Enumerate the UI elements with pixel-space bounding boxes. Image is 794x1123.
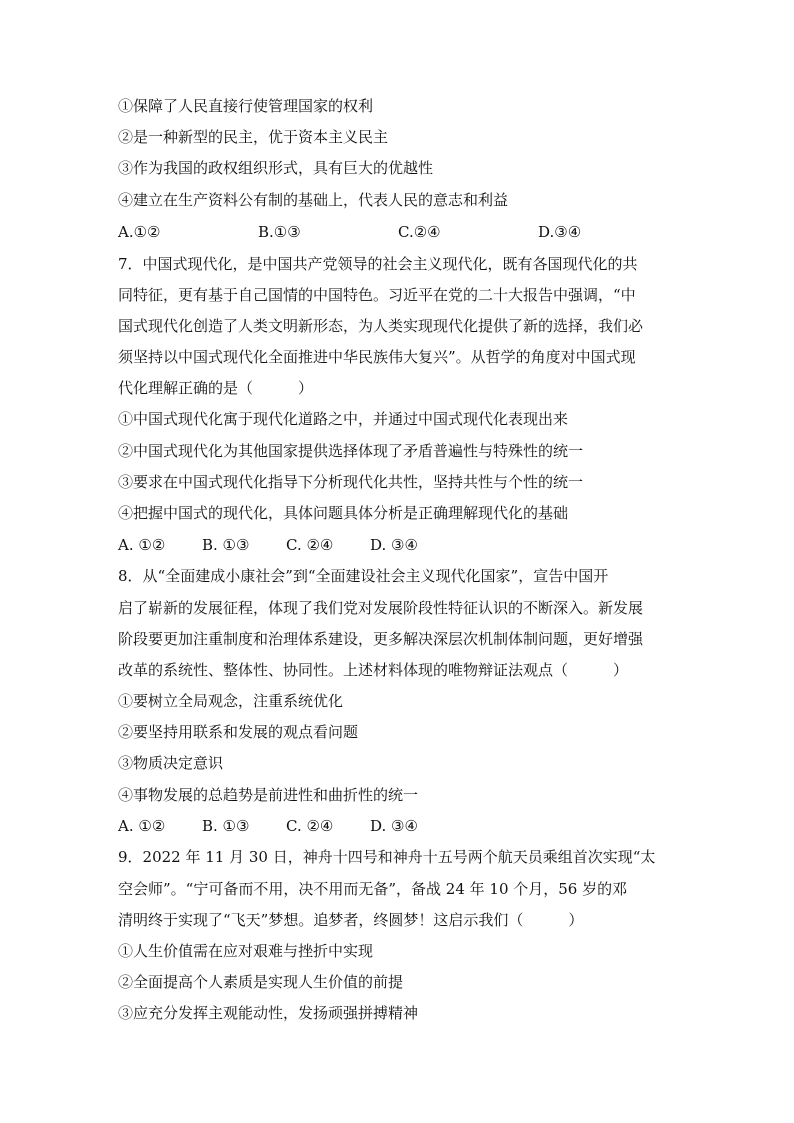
- q6-option-3: ③作为我国的政权组织形式，具有巨大的优越性: [118, 159, 434, 177]
- q7-choice-c: C. ②④: [286, 536, 334, 554]
- q8-stem-line-4: 改革的系统性、整体性、协同性。上述材料体现的唯物辩证法观点（ ）: [118, 661, 629, 679]
- q7-stem-line-4: 须坚持以中国式现代化全面推进中华民族伟大复兴”。从哲学的角度对中国式现: [118, 348, 636, 366]
- q7-stem-line-2: 同特征，更有基于自己国情的中国特色。习近平在党的二十大报告中强调，“中: [118, 286, 636, 304]
- q8-choice-b: B. ①③: [202, 817, 250, 835]
- q9-option-3: ③应充分发挥主观能动性，发扬顽强拼搏精神: [118, 1004, 419, 1022]
- q7-option-2: ②中国式现代化为其他国家提供选择体现了矛盾普遍性与特殊性的统一: [118, 442, 584, 460]
- q8-choice-a: A. ①②: [118, 817, 166, 835]
- q6-choice-b: B.①③: [258, 223, 301, 241]
- q6-option-1: ①保障了人民直接行使管理国家的权利: [118, 97, 374, 115]
- q6-option-4: ④建立在生产资料公有制的基础上，代表人民的意志和利益: [118, 191, 509, 209]
- q8-stem-line-2: 启了崭新的发展征程，体现了我们党对发展阶段性特征认识的不断深入。新发展: [118, 599, 644, 617]
- q8-stem-line-1: 8．从“全面建成小康社会”到“全面建设社会主义现代化国家”，宣告中国开: [118, 567, 609, 585]
- q7-option-4: ④把握中国式的现代化，具体问题具体分析是正确理解现代化的基础: [118, 504, 569, 522]
- q7-option-1: ①中国式现代化寓于现代化道路之中，并通过中国式现代化表现出来: [118, 410, 569, 428]
- q8-option-2: ②要坚持用联系和发展的观点看问题: [118, 723, 359, 741]
- q8-choice-d: D. ③④: [370, 817, 418, 835]
- q9-option-1: ①人生价值需在应对艰难与挫折中实现: [118, 942, 374, 960]
- q8-stem-line-3: 阶段要更加注重制度和治理体系建设，更多解决深层次机制体制问题，更好增强: [118, 630, 644, 648]
- q7-option-3: ③要求在中国式现代化指导下分析现代化共性，坚持共性与个性的统一: [118, 473, 584, 491]
- q6-choice-c: C.②④: [398, 223, 441, 241]
- q7-stem-line-5: 代化理解正确的是（ ）: [118, 379, 314, 397]
- q7-stem-line-3: 国式现代化创造了人类文明新形态，为人类实现现代化提供了新的选择，我们必: [118, 317, 644, 335]
- q8-choice-c: C. ②④: [286, 817, 334, 835]
- q6-option-2: ②是一种新型的民主，优于资本主义民主: [118, 128, 389, 146]
- q8-option-4: ④事物发展的总趋势是前进性和曲折性的统一: [118, 786, 419, 804]
- q8-option-3: ③物质决定意识: [118, 754, 224, 772]
- q7-choice-a: A. ①②: [118, 536, 166, 554]
- q9-stem-line-3: 清明终于实现了“飞天”梦想。追梦者，终圆梦！这启示我们（ ）: [118, 911, 584, 929]
- q7-choice-b: B. ①③: [202, 536, 250, 554]
- q6-choice-a: A.①②: [118, 223, 161, 241]
- q7-choice-d: D. ③④: [370, 536, 418, 554]
- q9-option-2: ②全面提高个人素质是实现人生价值的前提: [118, 973, 404, 991]
- q6-choice-d: D.③④: [538, 223, 582, 241]
- q9-stem-line-2: 空会师”。“宁可备而不用，决不用而无备”，备战 24 年 10 个月，56 岁的邓: [118, 880, 628, 898]
- q7-stem-line-1: 7．中国式现代化，是中国共产党领导的社会主义现代化，既有各国现代化的共: [118, 255, 638, 273]
- q9-stem-line-1: 9．2022 年 11 月 30 日，神舟十四号和神舟十五号两个航天员乘组首次实现“太: [118, 848, 656, 866]
- q8-option-1: ①要树立全局观念，注重系统优化: [118, 692, 344, 710]
